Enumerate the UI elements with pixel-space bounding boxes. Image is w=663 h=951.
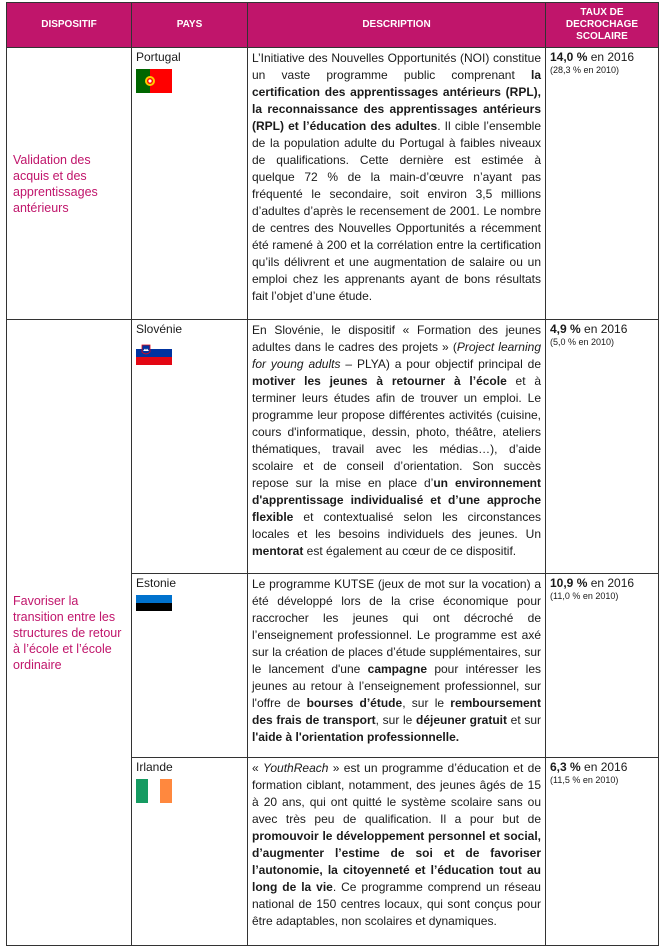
body-text: et contextualisé selon les circonstances locales et les besoins individuels des jeunes. Un — [252, 510, 541, 541]
rate-cell — [546, 758, 659, 946]
country-name: Slovénie — [136, 322, 183, 336]
rate-value: 6,3 % — [550, 760, 581, 774]
slovenia-flag-icon — [136, 341, 172, 365]
header-description: DESCRIPTION — [248, 3, 546, 48]
header-taux: TAUX DE DECROCHAGE SCOLAIRE — [546, 3, 659, 48]
body-text: L’Initiative des Nouvelles Opportunités (NOI) constitue un vaste programme public comprenant — [252, 51, 541, 82]
country-cell — [132, 48, 248, 320]
body-text: » est un programme d’éducation et de formation ciblant, notamment, des jeunes âgés de 15 à 20 ans, qui ont quitté le système scolaire sans ou avec très peu de qualification. Il a pour but de — [252, 761, 541, 826]
rate-value: 14,0 % — [550, 50, 588, 64]
italic-text: Project learning for young adults — [252, 340, 541, 371]
country-name: Portugal — [136, 50, 181, 64]
body-text: En Slovénie, le dispositif « Formation des jeunes adultes dans le cadres des projets » ( — [252, 323, 541, 354]
rate-prev: (5,0 % en 2010) — [550, 337, 615, 347]
emphasis-text: un environnement d'apprentissage individualisé et d’une approche flexible — [252, 476, 541, 524]
portugal-flag-icon — [136, 69, 172, 93]
emphasis-text: la certification des apprentissages antérieurs (RPL), la reconnaissance des apprentissages antérieurs (RPL) et l’éducation des adultes — [252, 68, 541, 133]
rate-cell — [546, 48, 659, 320]
body-text: . Ce programme comprend un réseau national de 150 centres locaux, qui sont conçus pour être adaptables, non scolaires et dynamiques. — [252, 880, 541, 928]
dispositif-cell: Favoriser la transition entre les structures de retour à l’école et l’école ordinaire — [7, 320, 132, 946]
rate-value: 10,9 % — [550, 576, 588, 590]
header-row — [7, 3, 659, 48]
description-cell — [248, 48, 546, 320]
rate-suffix: en 2016 — [580, 322, 628, 336]
emphasis-text: promouvoir le développement personnel et social, d’augmenter l’estime de soi et de favoriser l’autonomie, la citoyenneté et l’éducation tout au long de la vie — [252, 829, 541, 894]
rate-suffix: en 2016 — [587, 576, 635, 590]
dispositif-cell: Validation des acquis et des apprentissages antérieurs — [7, 48, 132, 320]
rate-prev: (28,3 % en 2010) — [550, 65, 620, 75]
table-row — [7, 320, 659, 574]
emphasis-text: déjeuner gratuit — [415, 713, 507, 727]
emphasis-text: remboursement des frais de transport — [252, 696, 541, 727]
body-text: , sur le — [375, 713, 416, 727]
emphasis-text: mentorat — [252, 544, 304, 558]
description-cell — [248, 758, 546, 946]
rate-prev: (11,5 % en 2010) — [550, 775, 619, 785]
rate-cell — [546, 320, 659, 574]
body-text: est également au cœur de ce dispositif. — [303, 544, 517, 558]
country-cell — [132, 758, 248, 946]
table-row — [7, 48, 659, 320]
estonia-flag-icon — [136, 595, 172, 619]
emphasis-text: motiver les jeunes à retourner à l’école — [252, 374, 507, 388]
body-text: Le programme KUTSE (jeux de mot sur la vocation) a été développé lors de la crise économique pour raccrocher les jeunes qui ont décroché de l’enseignement professionnel. Le programme est axé sur la création de places d’étude supplémentaires, sur le lancement d'une — [252, 577, 541, 676]
body-text: et à terminer leurs études afin de trouver un emploi. Le programme leur propose différentes activités (cuisine, cours d'informatique, dessin, photo, théâtre, ateliers thématiques, travail avec les médias…), d’aide scolaire et de conseil d’orientation. Son succès repose sur la mise en place d’ — [252, 374, 542, 490]
body-text: , sur le — [402, 696, 451, 710]
rate-prev: (11,0 % en 2010) — [550, 591, 619, 601]
emphasis-text: bourses d’étude — [306, 696, 403, 710]
body-text: et sur — [507, 713, 541, 727]
measures-table — [6, 2, 659, 946]
header-pays: PAYS — [132, 3, 248, 48]
rate-cell — [546, 574, 659, 758]
ireland-flag-icon — [136, 779, 172, 803]
emphasis-text: l'aide à l'orientation professionnelle. — [252, 730, 460, 744]
rate-value: 4,9 % — [550, 322, 581, 336]
country-cell — [132, 574, 248, 758]
description-cell — [248, 574, 546, 758]
emphasis-text: campagne — [367, 662, 427, 676]
description-cell — [248, 320, 546, 574]
body-text: « — [252, 761, 264, 775]
country-name: Estonie — [136, 576, 177, 590]
body-text: . Il cible l’ensemble de la population adulte du Portugal à faibles niveaux de qualifications. Cette dernière est estimée à quelque 72 % de la main-d’œuvre n’ayant pas fréquenté le secondaire, soit environ 3,5 millions d’adultes d’après le recensement de 2001. Le nombre de centres des Nouvelles Opportunités a récemment été ramené à 200 et la corrélation entre la certification qu’ils délivrent et une augmentation de salaire ou un emploi chez les apprenants ayant de bons résultats fait l’objet d’une étude. — [252, 119, 541, 303]
rate-suffix: en 2016 — [580, 760, 628, 774]
italic-text: YouthReach — [263, 761, 329, 775]
country-name: Irlande — [136, 760, 173, 774]
country-cell — [132, 320, 248, 574]
body-text: – PLYA) a pour objectif principal de — [340, 357, 542, 371]
rate-suffix: en 2016 — [587, 50, 635, 64]
body-text: pour intéresser les jeunes au retour à l’enseignement professionnel, sur l'offre de — [252, 662, 541, 710]
header-dispositif: DISPOSITIF — [7, 3, 132, 48]
